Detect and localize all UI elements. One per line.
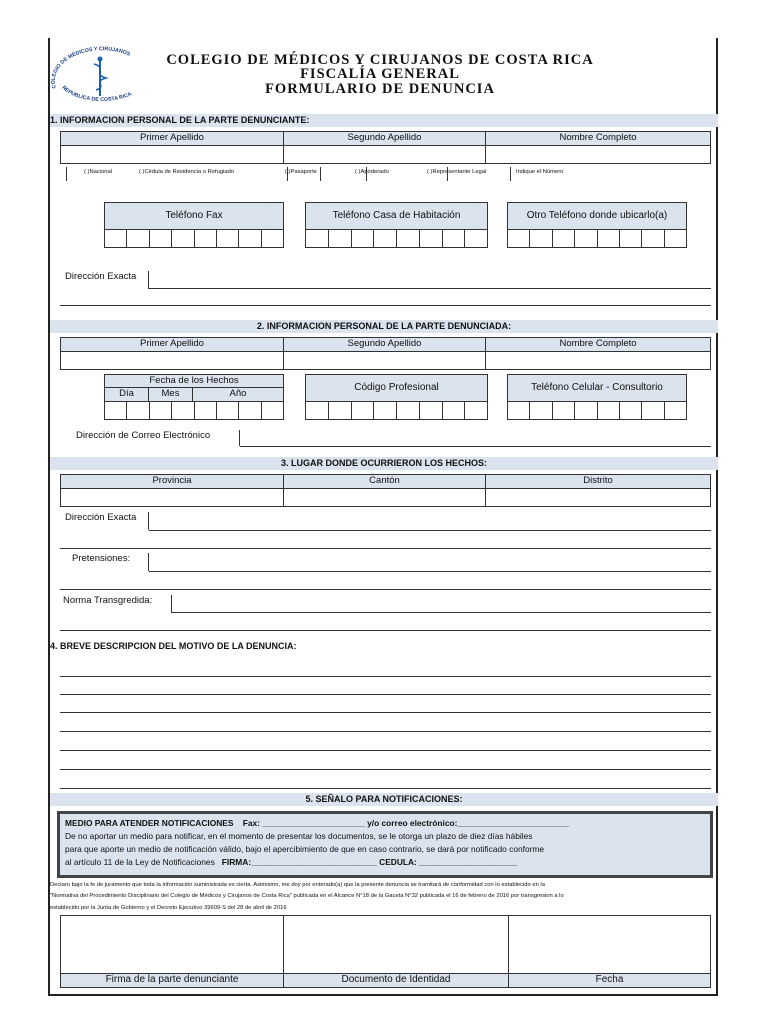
district-header: Distrito xyxy=(485,474,711,489)
s2-second-surname-input[interactable] xyxy=(283,351,486,370)
s1-first-surname-input[interactable] xyxy=(60,145,284,164)
description-line-3[interactable] xyxy=(60,712,711,713)
description-line-4[interactable] xyxy=(60,731,711,732)
notifications-medium-label: MEDIO PARA ATENDER NOTIFICACIONES xyxy=(65,818,234,828)
cell-phone-header: Teléfono Celular - Consultorio xyxy=(507,374,687,402)
district-input[interactable] xyxy=(485,488,711,507)
id-document-label: Documento de Identidad xyxy=(283,973,509,988)
s1-second-surname-header: Segundo Apellido xyxy=(283,131,486,146)
phone-home-input[interactable] xyxy=(305,229,488,248)
code-header: Código Profesional xyxy=(305,374,488,402)
phone-other-input[interactable] xyxy=(507,229,687,248)
svg-text:COLEGIO DE MEDICOS Y CIRUJANOS: COLEGIO DE MEDICOS Y CIRUJANOS xyxy=(50,46,132,90)
canton-header: Cantón xyxy=(283,474,486,489)
s3-address-line-1[interactable] xyxy=(149,530,711,531)
date-box[interactable] xyxy=(508,915,711,974)
date-label: Fecha xyxy=(508,973,711,988)
s3-address-line-2[interactable] xyxy=(60,548,711,549)
month-header: Mes xyxy=(148,387,193,402)
s1-address-line-2[interactable] xyxy=(60,305,711,306)
s2-full-name-input[interactable] xyxy=(485,351,711,370)
date-header: Fecha de los Hechos xyxy=(104,374,284,388)
id-type-apoderado[interactable]: ( )Apoderado xyxy=(355,169,389,175)
phone-home-header: Teléfono Casa de Habitación xyxy=(305,202,488,230)
declaration-line-2: "Normativa del Procedimiento Disciplinario del Colegio de Médicos y Cirujanos de Costa Rica" publicada en el Alcance N°18 de la Gaceta N°32 publicada el 16 de febrero de 2016 por transgresion a lo xyxy=(50,893,564,900)
claims-line-1[interactable] xyxy=(149,571,711,572)
notifications-text-2: para que aporte un medio de notificación válido, bajo el apercibimiento de que en caso contrario, se dará por notificado conforme xyxy=(65,844,545,854)
notifications-box xyxy=(57,811,713,878)
cell-phone-input[interactable] xyxy=(507,401,687,420)
id-document-box[interactable] xyxy=(283,915,509,974)
id-type-residencia[interactable]: ( )Cédula de Residencia o Refugiado xyxy=(139,169,235,175)
svg-text:REPUBLICA DE COSTA RICA: REPUBLICA DE COSTA RICA xyxy=(60,84,133,103)
notifications-text-3: al artículo 11 de la Ley de Notificaciones xyxy=(65,857,215,867)
id-number-label: Indique el Número xyxy=(516,169,564,175)
description-line-5[interactable] xyxy=(60,750,711,751)
claims-label: Pretensiones: xyxy=(60,553,149,571)
s1-full-name-input[interactable] xyxy=(485,145,711,164)
email-line[interactable] xyxy=(240,446,711,447)
notifications-text-1: De no aportar un medio para notificar, en el momento de presentar los documentos, se le otorga un plazo de diez días hábiles xyxy=(65,831,533,841)
signature-label: Firma de la parte denunciante xyxy=(60,973,284,988)
declaration-text xyxy=(50,880,718,914)
description-line-6[interactable] xyxy=(60,769,711,770)
description-line-2[interactable] xyxy=(60,694,711,695)
norm-label: Norma Transgredida: xyxy=(57,595,172,613)
year-header: Año xyxy=(192,387,284,402)
s2-first-surname-input[interactable] xyxy=(60,351,284,370)
s3-address-label: Dirección Exacta xyxy=(57,512,149,530)
id-type-pasaporte[interactable]: ( )Pasaporte xyxy=(285,169,317,175)
phone-other-header: Otro Teléfono donde ubicarlo(a) xyxy=(507,202,687,230)
description-line-7[interactable] xyxy=(60,788,711,789)
id-type-representante[interactable]: ( )Representante Legal xyxy=(427,169,487,175)
s2-full-name-header: Nombre Completo xyxy=(485,337,711,352)
section-1-title: 1. INFORMACION PERSONAL DE LA PARTE DENUNCIANTE: xyxy=(50,114,718,127)
section-3-title: 3. LUGAR DONDE OCURRIERON LOS HECHOS: xyxy=(50,457,718,470)
title-line-1: COLEGIO DE MÉDICOS Y CIRUJANOS DE COSTA RICA xyxy=(166,52,594,68)
canton-input[interactable] xyxy=(283,488,486,507)
title-line-2: FISCALÍA GENERAL xyxy=(300,66,460,82)
phone-fax-input[interactable] xyxy=(104,229,284,248)
s1-second-surname-input[interactable] xyxy=(283,145,486,164)
claims-line-2[interactable] xyxy=(60,589,711,590)
date-input[interactable] xyxy=(104,401,284,420)
s1-first-surname-header: Primer Apellido xyxy=(60,131,284,146)
province-input[interactable] xyxy=(60,488,284,507)
fax-email-fields[interactable]: Fax: ______________________ y/o correo electrónico:________________________ xyxy=(242,818,570,828)
id-number-grid[interactable] xyxy=(60,167,511,181)
code-input[interactable] xyxy=(305,401,488,420)
signature-box[interactable] xyxy=(60,915,284,974)
declaration-line-3: establecido por la Junta de Gobierno y el Decreto Ejecutivo 39609-S del 28 de abril de 2016 xyxy=(50,904,287,911)
s2-first-surname-header: Primer Apellido xyxy=(60,337,284,352)
day-header: Día xyxy=(104,387,149,402)
s1-address-label: Dirección Exacta xyxy=(57,271,149,289)
province-header: Provincia xyxy=(60,474,284,489)
email-label: Dirección de Correo Electrónico xyxy=(60,430,240,446)
phone-fax-header: Teléfono Fax xyxy=(104,202,284,230)
s1-full-name-header: Nombre Completo xyxy=(485,131,711,146)
section-5-title: 5. SEÑALO PARA NOTIFICACIONES: xyxy=(50,793,718,806)
title-line-3: FORMULARIO DE DENUNCIA xyxy=(265,81,495,97)
s2-second-surname-header: Segundo Apellido xyxy=(283,337,486,352)
norm-line-2[interactable] xyxy=(60,630,711,631)
id-type-nacional[interactable]: ( )Nacional xyxy=(84,169,113,175)
declaration-line-1: Declaro bajo la fe de juramento que toda la información suministrada es cierta. Asimismo, me doy por enterado(a) que la presente denuncia se tramitará de conformidad con lo establecido en la xyxy=(50,882,545,888)
s1-address-line-1[interactable] xyxy=(149,288,711,289)
section-2-title: 2. INFORMACION PERSONAL DE LA PARTE DENUNCIADA: xyxy=(50,320,718,333)
signature-id-fields[interactable]: FIRMA:___________________________ CEDULA: _____________________ xyxy=(221,857,517,867)
section-4-title: 4. BREVE DESCRIPCION DEL MOTIVO DE LA DENUNCIA: xyxy=(50,641,297,651)
norm-line-1[interactable] xyxy=(172,612,711,613)
description-line-1[interactable] xyxy=(60,676,711,677)
